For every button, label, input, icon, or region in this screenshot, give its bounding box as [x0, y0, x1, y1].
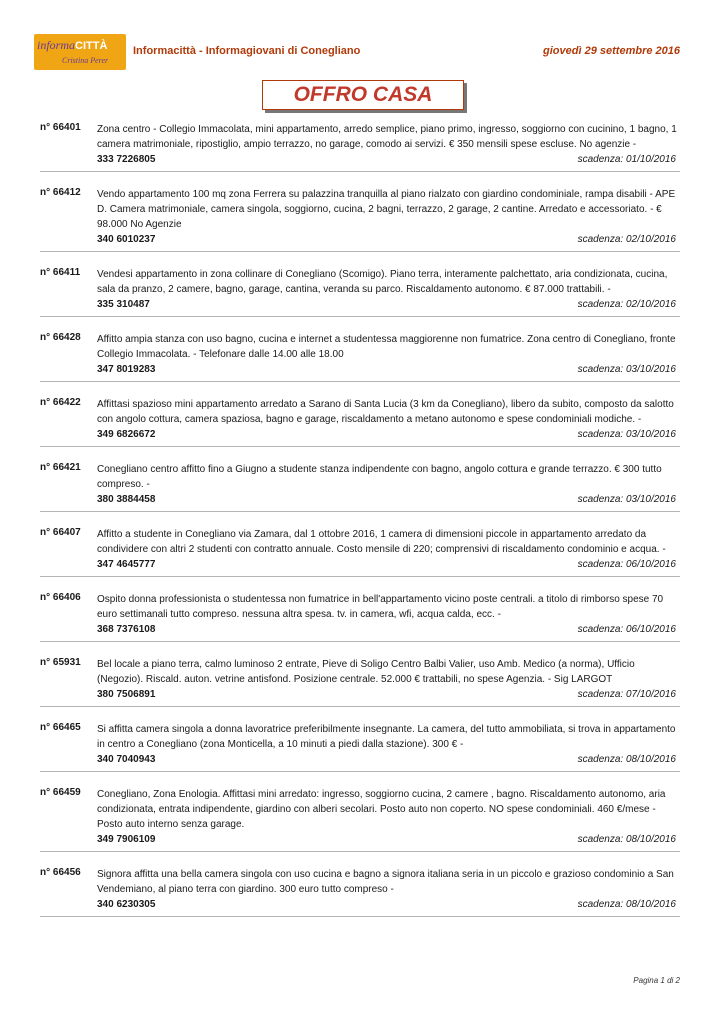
listing-body — [97, 722, 680, 767]
listing-description: Zona centro - Collegio Immacolata, mini appartamento, arredo semplice, piano primo, ingresso, soggiorno con cucinino, 1 bagno, 1 camera matrimoniale, ripostiglio, ampio terrazzo, no garage, comodo ai servizi. € 350 mensili spese escluse. No agenzie - — [97, 124, 677, 150]
listing-description: Conegliano, Zona Enologia. Affittasi mini arredato: ingresso, soggiorno cucina, 2 camere , bagno. Riscaldamento autonomo, aria condizionata, entrata indipendente, giardino con alberi secolari. Posto auto non coperto. NO spese condominiali. 460 €/mese - Posto auto interno senza garage. — [97, 789, 666, 830]
listing-expiry: scadenza: 08/10/2016 — [577, 899, 676, 910]
listing-number: n° 66411 — [40, 267, 81, 278]
listing-body — [97, 867, 680, 912]
page-header — [34, 34, 680, 72]
listing-expiry: scadenza: 01/10/2016 — [577, 154, 676, 165]
listing-body — [97, 122, 680, 167]
listing-meta — [97, 427, 680, 442]
listing-phone: 347 8019283 — [97, 364, 156, 375]
listing-number: n° 66412 — [40, 187, 81, 198]
header-title: Informacittà - Informagiovani di Conegliano — [133, 45, 361, 57]
listing-body — [97, 527, 680, 572]
listing-phone: 349 7906109 — [97, 834, 156, 845]
listing-entry — [40, 655, 680, 707]
listing-phone: 335 310487 — [97, 299, 150, 310]
listing-meta — [97, 832, 680, 847]
listing-body — [97, 462, 680, 507]
listing-expiry: scadenza: 03/10/2016 — [577, 494, 676, 505]
listing-description: Conegliano centro affitto fino a Giugno a studente stanza indipendente con bagno, angolo cottura e grande terrazzo. € 300 tutto compreso. - — [97, 464, 662, 490]
listing-description: Vendo appartamento 100 mq zona Ferrera su palazzina tranquilla al piano rialzato con giardino condominiale, rampa disabili - APE D. Camera matrimoniale, camera singola, soggiorno, cucina, 2 bagni, terrazzo, 2 garage, 2 cantine. Arredato e accessoriato. - € 98.000 No Agenzie — [97, 189, 676, 230]
listing-number: n° 66401 — [40, 122, 81, 133]
listing-entry — [40, 120, 680, 172]
listing-expiry: scadenza: 03/10/2016 — [577, 364, 676, 375]
listing-entry — [40, 330, 680, 382]
listing-meta — [97, 232, 680, 247]
listing-entry — [40, 720, 680, 772]
listing-number: n° 66422 — [40, 397, 81, 408]
listing-body — [97, 267, 680, 312]
listing-expiry: scadenza: 07/10/2016 — [577, 689, 676, 700]
listing-expiry: scadenza: 06/10/2016 — [577, 624, 676, 635]
listing-phone: 340 6230305 — [97, 899, 156, 910]
listing-meta — [97, 152, 680, 167]
listing-phone: 333 7226805 — [97, 154, 156, 165]
listing-body — [97, 332, 680, 377]
listing-description: Si affitta camera singola a donna lavoratrice preferibilmente insegnante. La camera, del tutto ammobiliata, si trova in appartamento in centro a Conegliano (zona Monticella, a 10 minuti a piedi dalla stazione). 300 € - — [97, 724, 676, 750]
listing-expiry: scadenza: 06/10/2016 — [577, 559, 676, 570]
section-title: OFFRO CASA — [293, 83, 433, 106]
page-number: Pagina 1 di 2 — [633, 976, 680, 985]
listing-meta — [97, 297, 680, 312]
listing-phone: 340 6010237 — [97, 234, 156, 245]
listing-meta — [97, 557, 680, 572]
listing-description: Ospito donna professionista o studentessa non fumatrice in bell'appartamento vicino poste centrali. a titolo di rimborso spese 70 euro settimanali tutto compreso. nessuna altra spesa. tv. in camera, wfi, acqua calda, ecc. - — [97, 594, 664, 620]
listing-entry — [40, 590, 680, 642]
listing-description: Affitto ampia stanza con uso bagno, cucina e internet a studentessa maggiorenne non fumatrice. Zona centro di Conegliano, fronte Collegio Immacolata. - Telefonare dalle 14.00 alle 18.00 — [97, 334, 676, 360]
listing-phone: 380 7506891 — [97, 689, 156, 700]
listing-description: Affittasi spazioso mini appartamento arredato a Sarano di Santa Lucia (3 km da Conegliano), libero da subito, composto da salotto con angolo cottura, camera spaziosa, bagno e garage, riscaldamento a metano autonomo e spese condominiali modiche. - — [97, 399, 674, 425]
listing-phone: 368 7376108 — [97, 624, 156, 635]
listing-expiry: scadenza: 02/10/2016 — [577, 234, 676, 245]
informacitta-logo — [34, 34, 126, 70]
listing-entry — [40, 460, 680, 512]
listing-expiry: scadenza: 02/10/2016 — [577, 299, 676, 310]
listing-number: n° 66407 — [40, 527, 81, 538]
listing-phone: 340 7040943 — [97, 754, 156, 765]
listing-phone: 349 6826672 — [97, 429, 156, 440]
listing-entry — [40, 185, 680, 252]
listing-list — [40, 120, 680, 930]
listing-description: Bel locale a piano terra, calmo luminoso 2 entrate, Pieve di Soligo Centro Balbi Valier, uso Amb. Medico (a norma), Ufficio (Negozio). Riscald. auton. vetrine antisfond. Posizione centrale. 52.000 € trattabili, no spese Agenzia. - Sig LARGOT — [97, 659, 635, 685]
listing-body — [97, 592, 680, 637]
logo-subtext: Cristina Perer — [62, 56, 109, 65]
listing-entry — [40, 395, 680, 447]
listing-body — [97, 787, 680, 847]
listing-meta — [97, 622, 680, 637]
logo-text-b: CITTÀ — [75, 40, 108, 52]
listing-expiry: scadenza: 08/10/2016 — [577, 834, 676, 845]
listing-description: Vendesi appartamento in zona collinare di Conegliano (Scomigo). Piano terra, interamente palchettato, aria condizionata, cucina, sala da pranzo, 2 camere, bagno, garage, cantina, veranda su parco. Riscaldamento autonomo. € 87.000 trattabili. - — [97, 269, 668, 295]
listing-expiry: scadenza: 03/10/2016 — [577, 429, 676, 440]
section-title-box — [262, 80, 464, 110]
listing-meta — [97, 687, 680, 702]
listing-number: n° 66421 — [40, 462, 81, 473]
listing-body — [97, 657, 680, 702]
listing-body — [97, 397, 680, 442]
listing-description: Affitto a studente in Conegliano via Zamara, dal 1 ottobre 2016, 1 camera di dimensioni piccole in appartamento arredato da condividere con altri 2 studenti con contratto annuale. Costo mensile di 220; comprensivi di riscaldamento condominio e acqua. - — [97, 529, 666, 555]
listing-phone: 347 4645777 — [97, 559, 156, 570]
listing-number: n° 65931 — [40, 657, 81, 668]
listing-number: n° 66406 — [40, 592, 81, 603]
listing-meta — [97, 492, 680, 507]
listing-entry — [40, 865, 680, 917]
listing-expiry: scadenza: 08/10/2016 — [577, 754, 676, 765]
listing-entry — [40, 525, 680, 577]
listing-entry — [40, 265, 680, 317]
listing-description: Signora affitta una bella camera singola con uso cucina e bagno a signora italiana seria in un piccolo e grazioso condominio a San Vendemiano, al piano terra con giardino. 300 euro tutto compreso - — [97, 869, 674, 895]
header-date: giovedì 29 settembre 2016 — [543, 45, 680, 57]
listing-meta — [97, 752, 680, 767]
listing-number: n° 66456 — [40, 867, 81, 878]
listing-number: n° 66428 — [40, 332, 81, 343]
listing-entry — [40, 785, 680, 852]
listing-phone: 380 3884458 — [97, 494, 156, 505]
listing-meta — [97, 897, 680, 912]
listing-number: n° 66465 — [40, 722, 81, 733]
listing-meta — [97, 362, 680, 377]
logo-text-a: informa — [37, 38, 76, 52]
listing-body — [97, 187, 680, 247]
listing-number: n° 66459 — [40, 787, 81, 798]
